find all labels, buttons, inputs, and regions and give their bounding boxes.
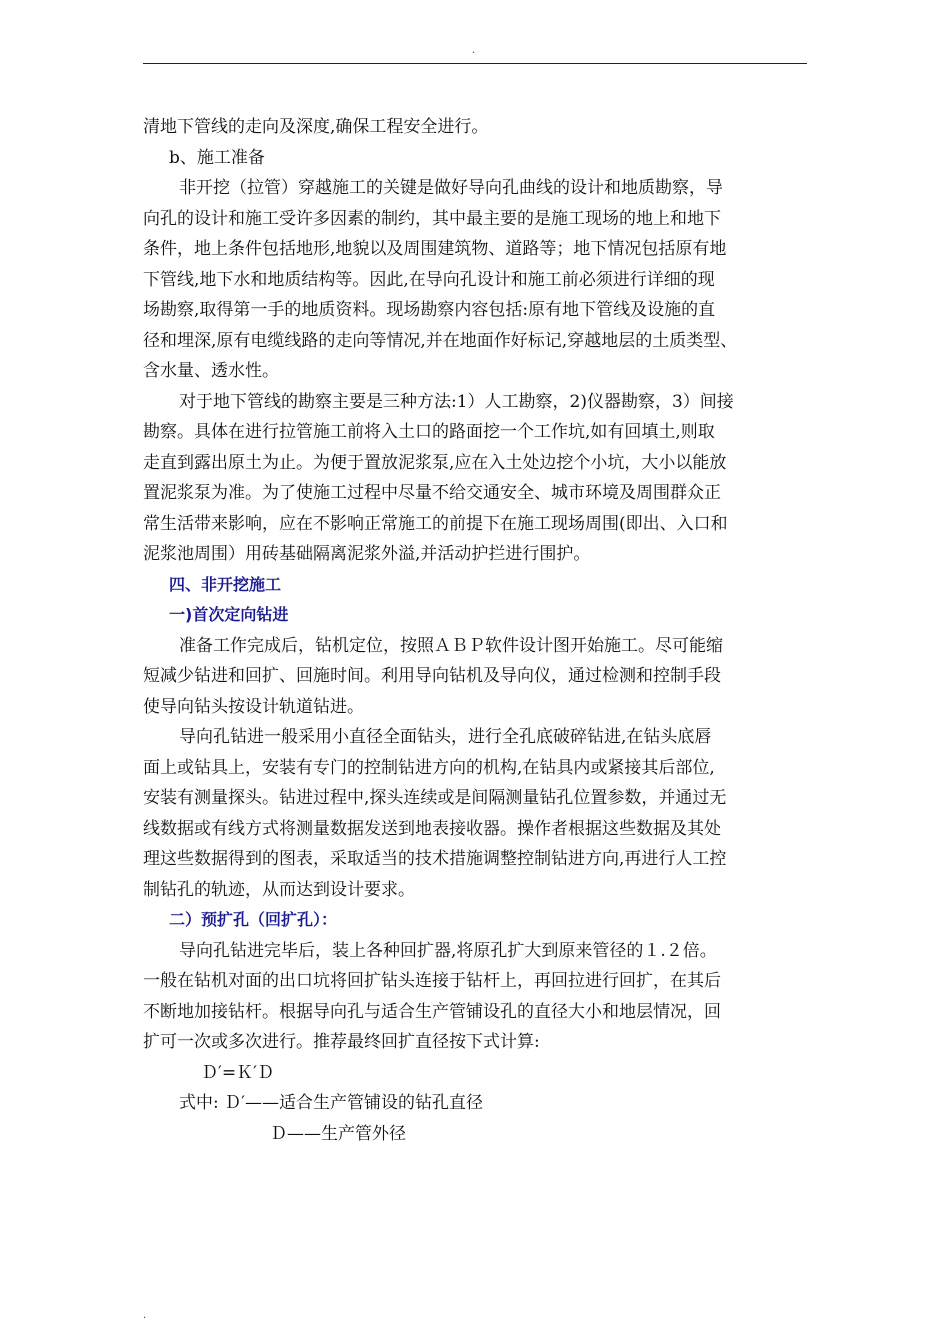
paragraph-line: 导向孔钻进一般采用小直径全面钻头，进行全孔底破碎钻进,在钻头底唇	[179, 727, 712, 747]
formula: Ｄ′=Ｋ′Ｄ	[201, 1062, 274, 1083]
paragraph-line: 非开挖（拉管）穿越施工的关键是做好导向孔曲线的设计和地质勘察，导	[179, 178, 723, 198]
paragraph-line: 安装有测量探头。钻进过程中,探头连续或是间隔测量钻孔位置参数，并通过无	[143, 788, 727, 808]
paragraph-line: 面上或钻具上，安装有专门的控制钻进方向的机构,在钻具内或紧接其后部位,	[143, 757, 715, 778]
paragraph-line: 常生活带来影响，应在不影响正常施工的前提下在施工现场周围(即出、入口和	[143, 513, 728, 534]
paragraph-line: 对于地下管线的勘察主要是三种方法:1）人工勘察，2)仪器勘察，3）间接	[179, 391, 734, 412]
subsection-heading: 二）预扩孔（回扩孔）：	[169, 910, 338, 929]
paragraph-line: 理这些数据得到的图表，采取适当的技术措施调整控制钻进方向,再进行人工控	[143, 849, 727, 869]
document-body	[143, 112, 811, 1149]
subsection-heading: 一)首次定向钻进	[169, 605, 289, 624]
paragraph-line: 下管线,地下水和地质结构等。因此,在导向孔设计和施工前必须进行详细的现	[143, 269, 715, 290]
paragraph-line: 使导向钻头按设计轨道钻进。	[143, 696, 364, 717]
formula-legend: 式中: Ｄ′——适合生产管铺设的钻孔直径	[179, 1093, 483, 1113]
paragraph-line: 线数据或有线方式将测量数据发送到地表接收器。操作者根据这些数据及其处	[143, 818, 721, 839]
paragraph-line: 泥浆池周围）用砖基础隔离泥浆外溢,并活动护拦进行围护。	[143, 544, 591, 564]
paragraph-line: 场勘察,取得第一手的地质资料。现场勘察内容包括:原有地下管线及设施的直	[143, 300, 716, 320]
paragraph-line: 径和埋深,原有电缆线路的走向等情况,并在地面作好标记,穿越地层的土质类型、	[143, 330, 738, 351]
header-mark: .	[472, 45, 476, 56]
paragraph-line: 短减少钻进和回扩、回施时间。利用导向钻机及导向仪，通过检测和控制手段	[143, 666, 721, 686]
paragraph-line: 不断地加接钻杆。根据导向孔与适合生产管铺设孔的直径大小和地层情况，回	[143, 1001, 721, 1022]
section-heading: 四、非开挖施工	[169, 574, 282, 594]
footer-mark: .	[143, 1310, 147, 1321]
paragraph-line: 勘察。具体在进行拉管施工前将入土口的路面挖一个工作坑,如有回填土,则取	[143, 422, 715, 442]
paragraph-line: 扩可一次或多次进行。推荐最终回扩直径按下式计算:	[143, 1032, 540, 1052]
paragraph-line: 准备工作完成后，钻机定位，按照ＡＢＰ软件设计图开始施工。尽可能缩	[179, 635, 723, 656]
section-label-b: b、施工准备	[169, 147, 265, 168]
paragraph-line: 条件，地上条件包括地形,地貌以及周围建筑物、道路等；地下情况包括原有地	[143, 239, 727, 259]
paragraph-line: 向孔的设计和施工受许多因素的制约，其中最主要的是施工现场的地上和地下	[143, 208, 721, 229]
paragraph-line: 含水量、透水性。	[143, 361, 279, 381]
paragraph-line: 走直到露出原土为止。为便于置放泥浆泵,应在入土处边挖个小坑，大小以能放	[143, 452, 727, 473]
paragraph-line: 导向孔钻进完毕后，装上各种回扩器,将原孔扩大到原来管径的１.２倍。	[179, 940, 717, 961]
paragraph-line: 清地下管线的走向及深度,确保工程安全进行。	[143, 117, 489, 137]
formula-legend: Ｄ——生产管外径	[270, 1123, 406, 1144]
paragraph-line: 一般在钻机对面的出口坑将回扩钻头连接于钻杆上，再回拉进行回扩，在其后	[143, 971, 721, 991]
paragraph-line: 置泥浆泵为准。为了使施工过程中尽量不给交通安全、城市环境及周围群众正	[143, 483, 721, 503]
paragraph-line: 制钻孔的轨迹，从而达到设计要求。	[143, 879, 415, 900]
header-rule	[143, 63, 807, 64]
